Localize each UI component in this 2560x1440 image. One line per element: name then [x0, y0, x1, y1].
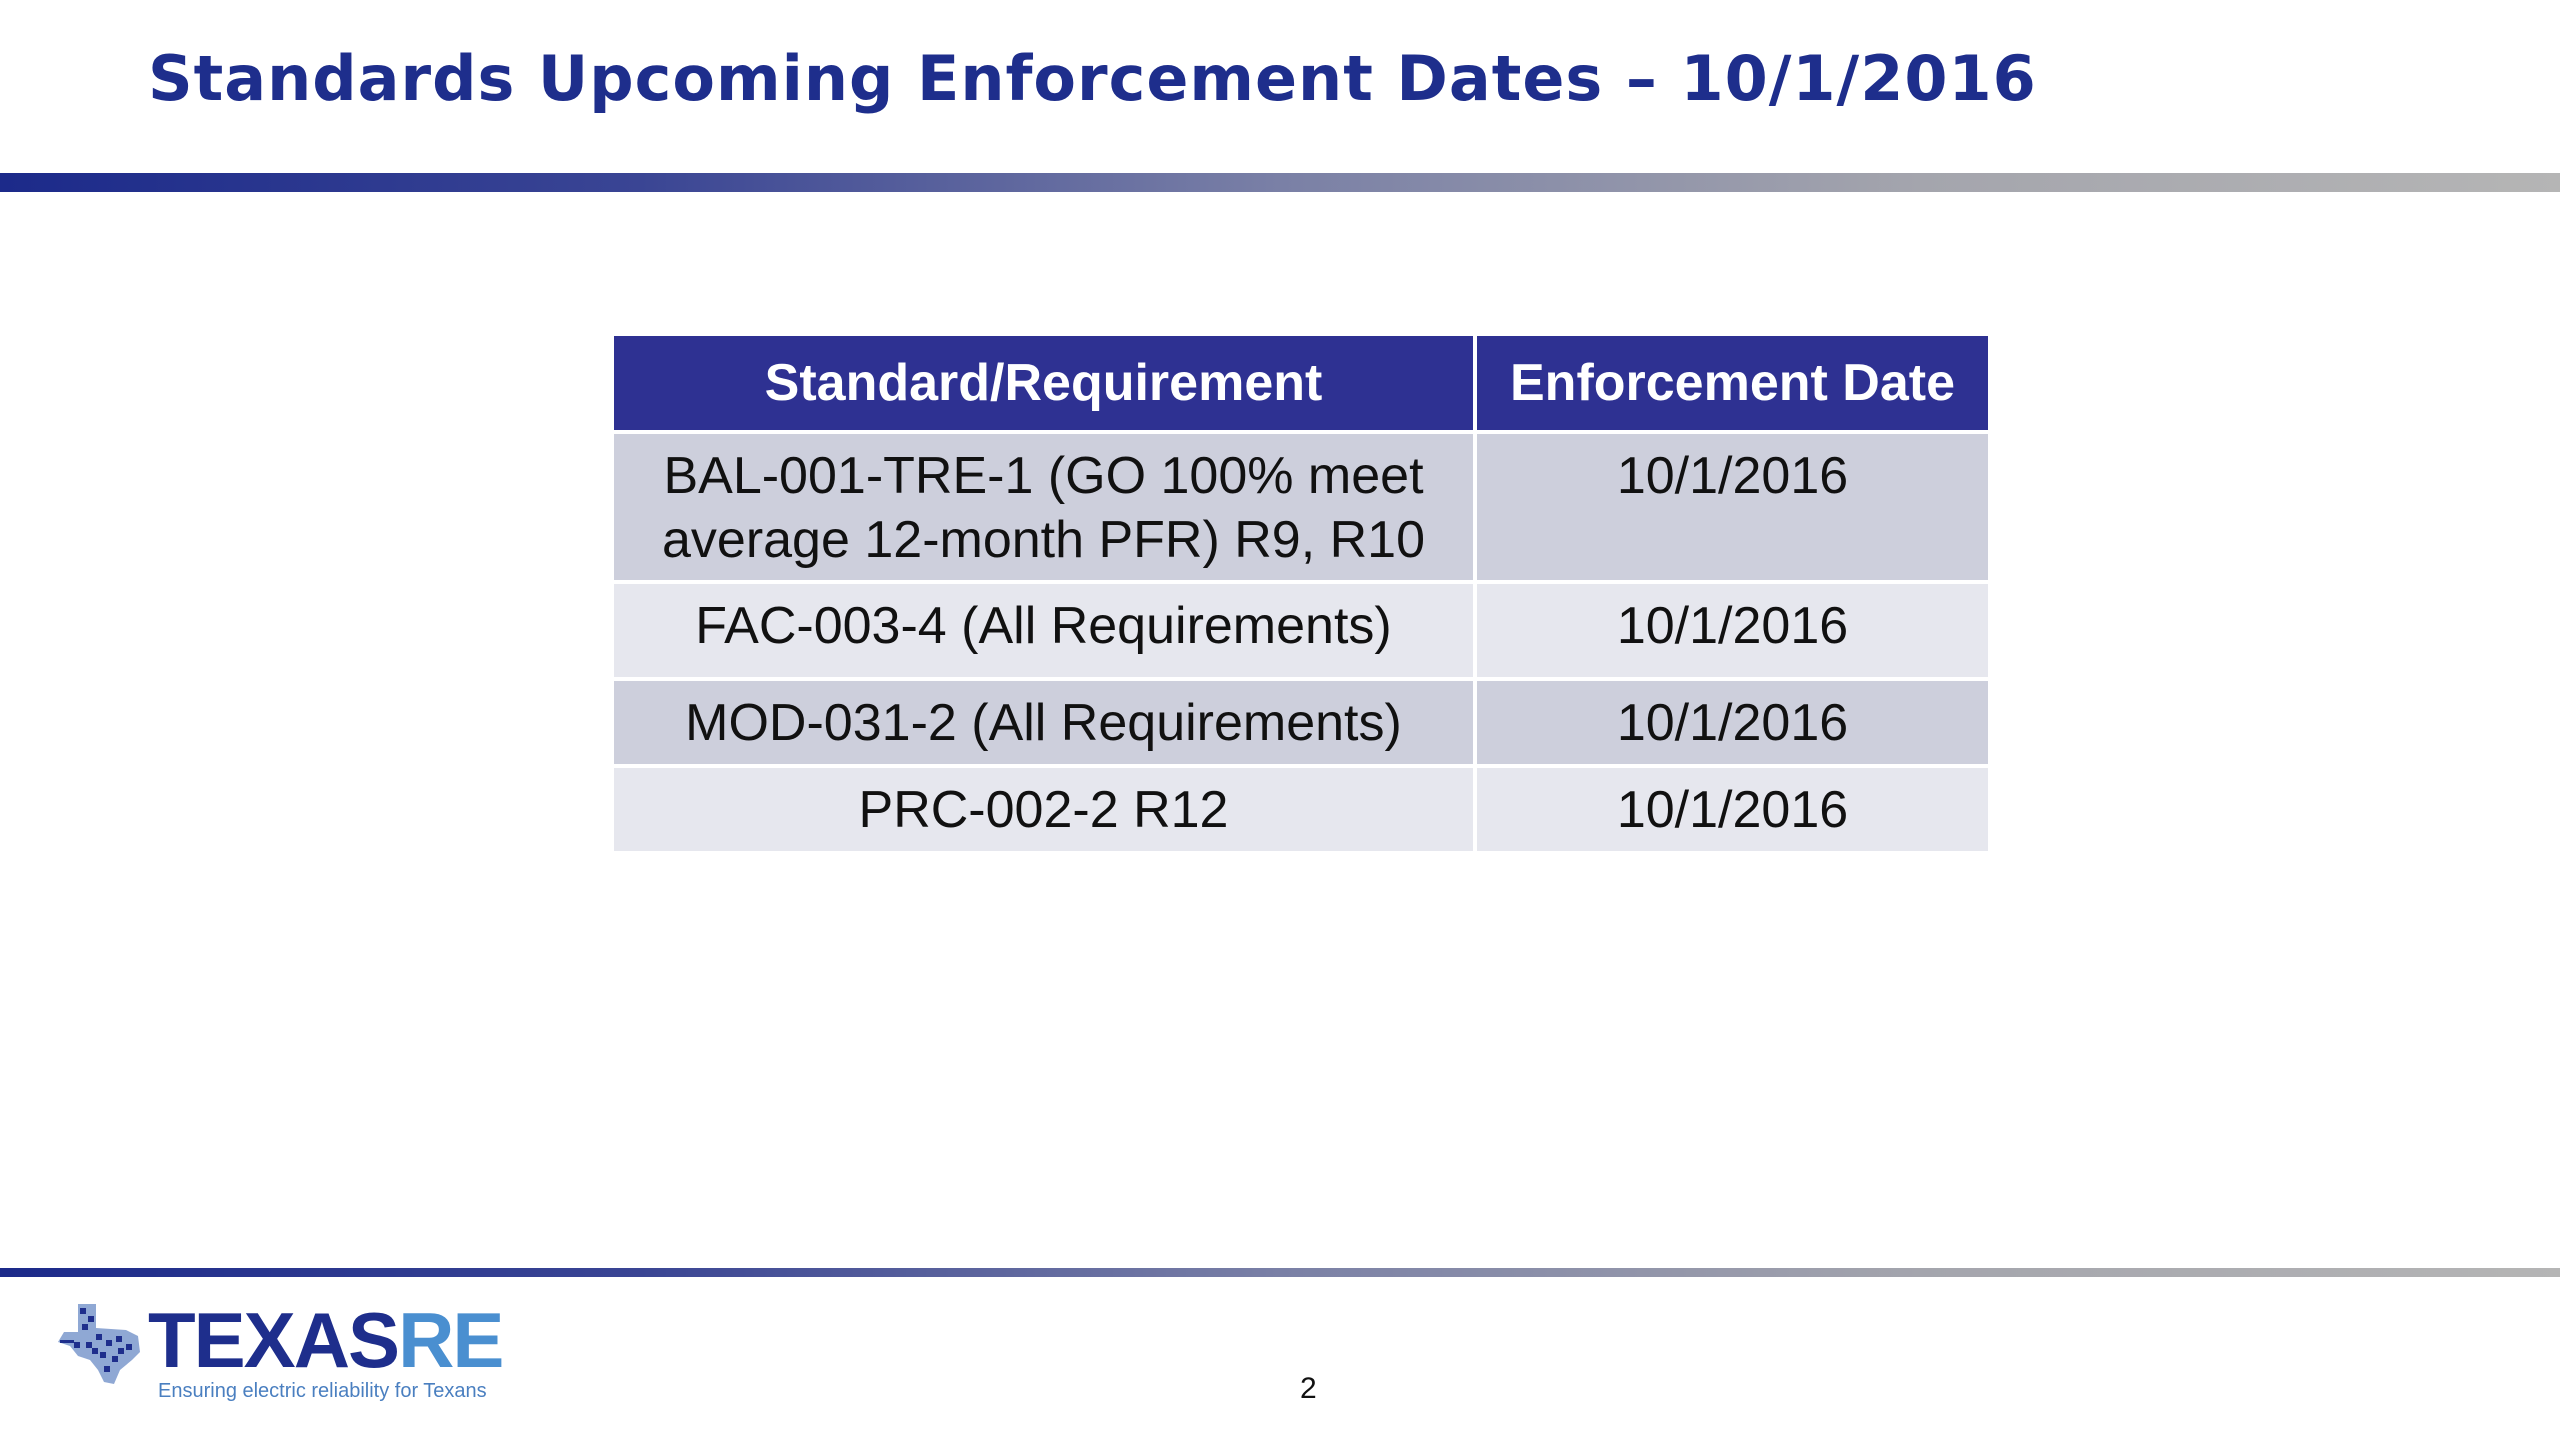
standard-cell: MOD-031-2 (All Requirements) [614, 679, 1475, 766]
standard-cell: FAC-003-4 (All Requirements) [614, 582, 1475, 679]
date-cell: 10/1/2016 [1475, 766, 1988, 853]
slide-title: Standards Upcoming Enforcement Dates – 10/1/2016 [148, 42, 2037, 115]
header-divider [0, 173, 2560, 192]
standard-cell: PRC-002-2 R12 [614, 766, 1475, 853]
page-number: 2 [1300, 1372, 1317, 1405]
table-row [614, 679, 1988, 766]
date-cell: 10/1/2016 [1475, 582, 1988, 679]
footer-divider [0, 1268, 2560, 1277]
table-row [614, 766, 1988, 853]
table-row [614, 582, 1988, 679]
enforcement-table [614, 336, 1988, 855]
logo-tagline: Ensuring electric reliability for Texans [158, 1380, 487, 1402]
table-header-row [614, 336, 1988, 432]
logo-wordmark [148, 1298, 502, 1382]
table-row [614, 432, 1988, 582]
logo-wordmark-re: RE [398, 1296, 503, 1384]
logo-wordmark-texas: TEXAS [148, 1296, 399, 1384]
standard-cell: BAL-001-TRE-1 (GO 100% meet average 12-month PFR) R9, R10 [614, 432, 1475, 582]
column-header-standard: Standard/Requirement [614, 336, 1475, 432]
texas-map-icon [56, 1298, 146, 1388]
column-header-enforcement-date: Enforcement Date [1475, 336, 1988, 432]
date-cell: 10/1/2016 [1475, 679, 1988, 766]
texas-re-logo [56, 1298, 506, 1410]
date-cell: 10/1/2016 [1475, 432, 1988, 582]
